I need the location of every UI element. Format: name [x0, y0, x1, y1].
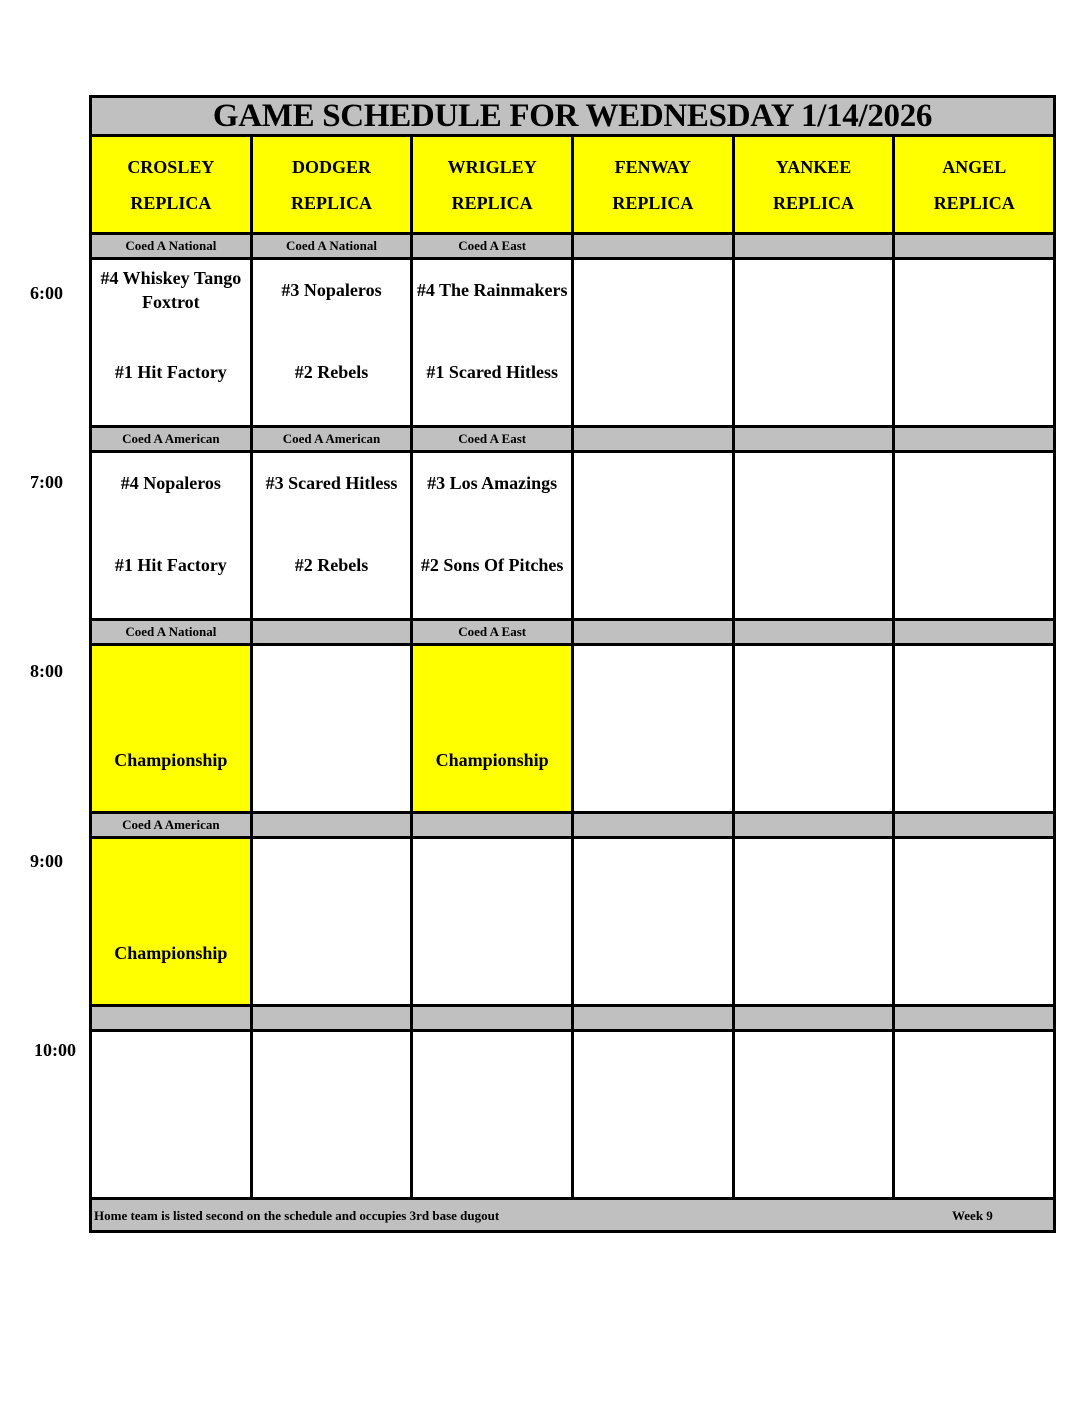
division-label: Coed A National: [92, 235, 253, 257]
away-team: #3 Scared Hitless: [265, 473, 398, 493]
division-row: [92, 428, 1053, 453]
game-cell: [895, 260, 1053, 425]
game-cell: [92, 260, 253, 425]
game-slot-row: [92, 1032, 1053, 1200]
division-label: Coed A National: [92, 621, 253, 643]
schedule-table: [89, 95, 1056, 1233]
championship-label: Championship: [114, 943, 228, 963]
home-team: #2 Rebels: [294, 362, 369, 382]
field-name: DODGER: [292, 157, 372, 177]
division-label: Coed A East: [413, 428, 574, 450]
time-label: 9:00: [30, 851, 63, 871]
division-label: [574, 1007, 735, 1029]
field-name: FENWAY: [614, 157, 692, 177]
championship-label: Championship: [114, 750, 228, 770]
game-cell: [735, 453, 896, 618]
game-cell: [895, 839, 1053, 1004]
field-header: [92, 137, 253, 232]
field-header: [253, 137, 414, 232]
footer-note: Home team is listed second on the schedule and occupies 3rd base dugout: [94, 1208, 500, 1223]
field-name: YANKEE: [775, 157, 852, 177]
game-cell: [92, 646, 253, 811]
division-label: Coed A American: [253, 428, 414, 450]
time-label: 10:00: [34, 1040, 76, 1060]
division-label: [735, 1007, 896, 1029]
game-cell: [253, 260, 414, 425]
field-name: CROSLEY: [127, 157, 215, 177]
game-cell: [574, 260, 735, 425]
game-cell: [253, 453, 414, 618]
field-header-row: [92, 137, 1053, 235]
home-team: #1 Hit Factory: [114, 555, 227, 575]
footer: [92, 1200, 1053, 1230]
field-header: [735, 137, 896, 232]
division-label: [253, 621, 414, 643]
division-label: Coed A American: [92, 428, 253, 450]
game-cell: [413, 646, 574, 811]
game-cell: [413, 260, 574, 425]
division-label: [735, 814, 896, 836]
division-label: Coed A East: [413, 235, 574, 257]
home-team: #1 Hit Factory: [114, 362, 227, 382]
field-subtitle: REPLICA: [291, 193, 373, 213]
division-label: [413, 1007, 574, 1029]
away-team: #4 Whiskey Tango Foxtrot: [100, 268, 242, 312]
division-row: [92, 235, 1053, 260]
game-slot-row: [92, 260, 1053, 428]
division-row: [92, 814, 1053, 839]
game-slot-row: [92, 646, 1053, 814]
division-label: [574, 621, 735, 643]
division-label: [895, 1007, 1053, 1029]
division-label: [895, 235, 1053, 257]
game-cell: [735, 646, 896, 811]
field-subtitle: REPLICA: [130, 193, 212, 213]
game-cell: [413, 1032, 574, 1197]
game-slot-row: [92, 839, 1053, 1007]
division-label: [253, 1007, 414, 1029]
division-label: [895, 621, 1053, 643]
game-cell: [253, 839, 414, 1004]
home-team: #2 Sons Of Pitches: [420, 555, 564, 575]
game-slot-row: [92, 453, 1053, 621]
game-cell: [895, 646, 1053, 811]
field-header: [574, 137, 735, 232]
division-label: [895, 814, 1053, 836]
division-label: [574, 235, 735, 257]
division-label: [895, 428, 1053, 450]
field-name: ANGEL: [942, 157, 1007, 177]
time-label: 8:00: [30, 661, 63, 681]
division-label: [735, 428, 896, 450]
away-team: #3 Los Amazings: [427, 473, 558, 493]
game-cell: [92, 453, 253, 618]
division-label: Coed A American: [92, 814, 253, 836]
game-cell: [574, 1032, 735, 1197]
game-cell: [574, 453, 735, 618]
game-cell: [92, 839, 253, 1004]
division-label: [735, 621, 896, 643]
game-cell: [735, 1032, 896, 1197]
division-row: [92, 621, 1053, 646]
game-cell: [413, 839, 574, 1004]
division-label: [92, 1007, 253, 1029]
away-team: #4 The Rainmakers: [416, 280, 568, 300]
division-label: [574, 814, 735, 836]
game-cell: [92, 1032, 253, 1197]
game-cell: [895, 1032, 1053, 1197]
field-subtitle: REPLICA: [933, 193, 1015, 213]
page-title: GAME SCHEDULE FOR WEDNESDAY 1/14/2026: [92, 98, 1053, 137]
division-row: [92, 1007, 1053, 1032]
home-team: #2 Rebels: [294, 555, 369, 575]
division-label: [574, 428, 735, 450]
time-label: 6:00: [30, 283, 63, 303]
field-header: [413, 137, 574, 232]
away-team: #4 Nopaleros: [120, 473, 221, 493]
field-name: WRIGLEY: [447, 157, 537, 177]
game-cell: [253, 646, 414, 811]
field-subtitle: REPLICA: [773, 193, 855, 213]
game-cell: [574, 839, 735, 1004]
time-label: 7:00: [30, 472, 63, 492]
field-subtitle: REPLICA: [451, 193, 533, 213]
division-label: [413, 814, 574, 836]
game-cell: [735, 839, 896, 1004]
game-cell: [413, 453, 574, 618]
away-team: #3 Nopaleros: [281, 280, 382, 300]
home-team: #1 Scared Hitless: [426, 362, 559, 382]
division-label: [735, 235, 896, 257]
division-label: [253, 814, 414, 836]
game-cell: [574, 646, 735, 811]
field-subtitle: REPLICA: [612, 193, 694, 213]
game-cell: [253, 1032, 414, 1197]
game-cell: [895, 453, 1053, 618]
championship-label: Championship: [435, 750, 549, 770]
division-label: Coed A East: [413, 621, 574, 643]
field-header: [895, 137, 1053, 232]
week-label: Week 9: [952, 1208, 993, 1223]
game-cell: [735, 260, 896, 425]
division-label: Coed A National: [253, 235, 414, 257]
